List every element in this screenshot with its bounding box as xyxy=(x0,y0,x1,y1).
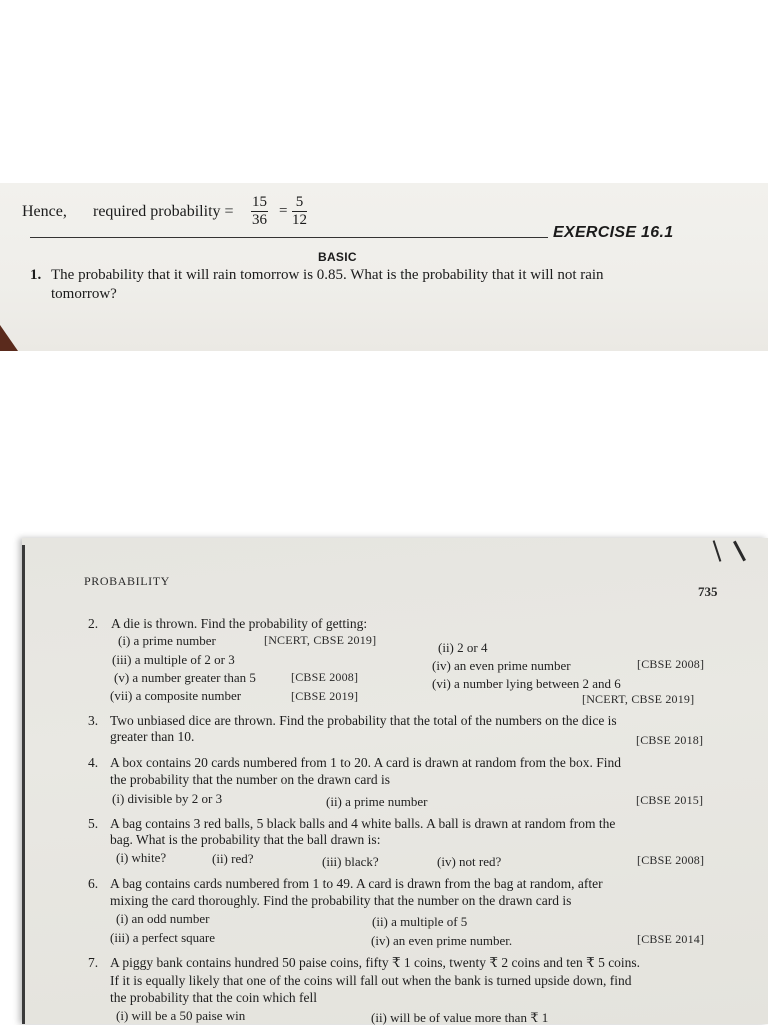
q7-option-i: (i) will be a 50 paise win xyxy=(116,1008,246,1023)
basic-label: BASIC xyxy=(318,250,357,264)
question-3-line-1: Two unbiased dice are thrown. Find the probability that the total of the numbers on the dice is xyxy=(110,713,617,728)
q6-option-iii: (iii) a perfect square xyxy=(110,930,216,945)
fraction-5-12 xyxy=(292,194,307,229)
question-5-line-1: A bag contains 3 red balls, 5 black balls and 4 white balls. A ball is drawn at random from the xyxy=(110,816,616,831)
q5-option-ii: (ii) red? xyxy=(212,851,254,866)
q2-option-ii: (ii) 2 or 4 xyxy=(438,640,488,655)
q2-option-v: (v) a number greater than 5 xyxy=(114,670,256,685)
q6-option-iv: (iv) an even prime number. xyxy=(371,933,513,948)
question-number: 3. xyxy=(88,713,99,728)
fraction-denominator: 12 xyxy=(292,212,307,228)
q5-option-i: (i) white? xyxy=(116,850,167,865)
question-1-line-2: tomorrow? xyxy=(51,286,117,302)
required-probability-label: required probability = xyxy=(93,203,234,220)
question-1-line-1: The probability that it will rain tomorrow is 0.85. What is the probability that it will not rain xyxy=(51,267,604,283)
question-7-line-2: If it is equally likely that one of the coins will fall out when the bank is turned upside down, find xyxy=(110,973,632,988)
q4-reference: [CBSE 2015] xyxy=(636,793,704,807)
question-number: 5. xyxy=(88,816,99,831)
question-6-line-1: A bag contains cards numbered from 1 to 49. A card is drawn from the bag at random, after xyxy=(110,876,603,891)
q2-option-i: (i) a prime number xyxy=(118,633,216,648)
question-number: 4. xyxy=(88,755,99,770)
q2-option-vii: (vii) a composite number xyxy=(110,688,242,703)
equals-sign: = xyxy=(279,203,288,219)
question-4-line-1: A box contains 20 cards numbered from 1 to 20. A card is drawn at random from the box. Find xyxy=(110,755,622,770)
q4-option-ii: (ii) a prime number xyxy=(326,794,428,809)
page-shadow-corner xyxy=(0,325,18,351)
question-6-line-2: mixing the card thoroughly. Find the probability that the number on the drawn card is xyxy=(110,893,572,908)
question-number: 2. xyxy=(88,616,99,631)
fraction-numerator: 15 xyxy=(252,194,267,210)
q2-option-iii: (iii) a multiple of 2 or 3 xyxy=(112,652,235,667)
q2-option-iv-reference: [CBSE 2008] xyxy=(637,657,705,671)
exercise-heading: EXERCISE 16.1 xyxy=(553,224,674,241)
q7-option-ii: (ii) will be of value more than ₹ 1 xyxy=(371,1010,549,1025)
page-number: 735 xyxy=(698,584,718,599)
question-7-line-3: the probability that the coin which fell xyxy=(110,990,317,1005)
question-4-line-2: the probability that the number on the drawn card is xyxy=(110,772,391,787)
q2-option-i-reference: [NCERT, CBSE 2019] xyxy=(264,633,377,647)
q6-reference: [CBSE 2014] xyxy=(637,932,705,946)
q2-option-vii-reference: [CBSE 2019] xyxy=(291,689,359,703)
question-number: 7. xyxy=(88,955,99,970)
question-number: 6. xyxy=(88,876,99,891)
question-5-line-2: bag. What is the probability that the ball drawn is: xyxy=(110,832,381,847)
hence-label: Hence, xyxy=(22,203,67,220)
q6-option-i: (i) an odd number xyxy=(116,911,210,926)
question-2-text: A die is thrown. Find the probability of getting: xyxy=(111,616,368,631)
fraction-denominator: 36 xyxy=(252,212,267,228)
fraction-15-36 xyxy=(251,194,268,229)
q5-option-iv: (iv) not red? xyxy=(437,854,502,869)
q2-reference: [NCERT, CBSE 2019] xyxy=(582,692,695,706)
q6-option-ii: (ii) a multiple of 5 xyxy=(372,914,468,929)
q4-option-i: (i) divisible by 2 or 3 xyxy=(112,791,223,806)
question-3-line-2: greater than 10. xyxy=(110,729,195,744)
q2-option-iv: (iv) an even prime number xyxy=(432,658,571,673)
q3-reference: [CBSE 2018] xyxy=(636,733,704,747)
q2-option-v-reference: [CBSE 2008] xyxy=(291,670,359,684)
running-header: PROBABILITY xyxy=(84,574,170,588)
question-number: 1. xyxy=(30,267,42,283)
q5-option-iii: (iii) black? xyxy=(322,854,379,869)
q5-reference: [CBSE 2008] xyxy=(637,853,705,867)
page-edge xyxy=(22,545,25,1024)
fraction-numerator: 5 xyxy=(292,194,307,212)
q2-option-vi: (vi) a number lying between 2 and 6 xyxy=(432,676,621,691)
section-rule xyxy=(30,237,548,238)
question-7-line-1: A piggy bank contains hundred 50 paise coins, fifty ₹ 1 coins, twenty ₹ 2 coins and ten ₹ 5 coins. xyxy=(110,955,641,970)
